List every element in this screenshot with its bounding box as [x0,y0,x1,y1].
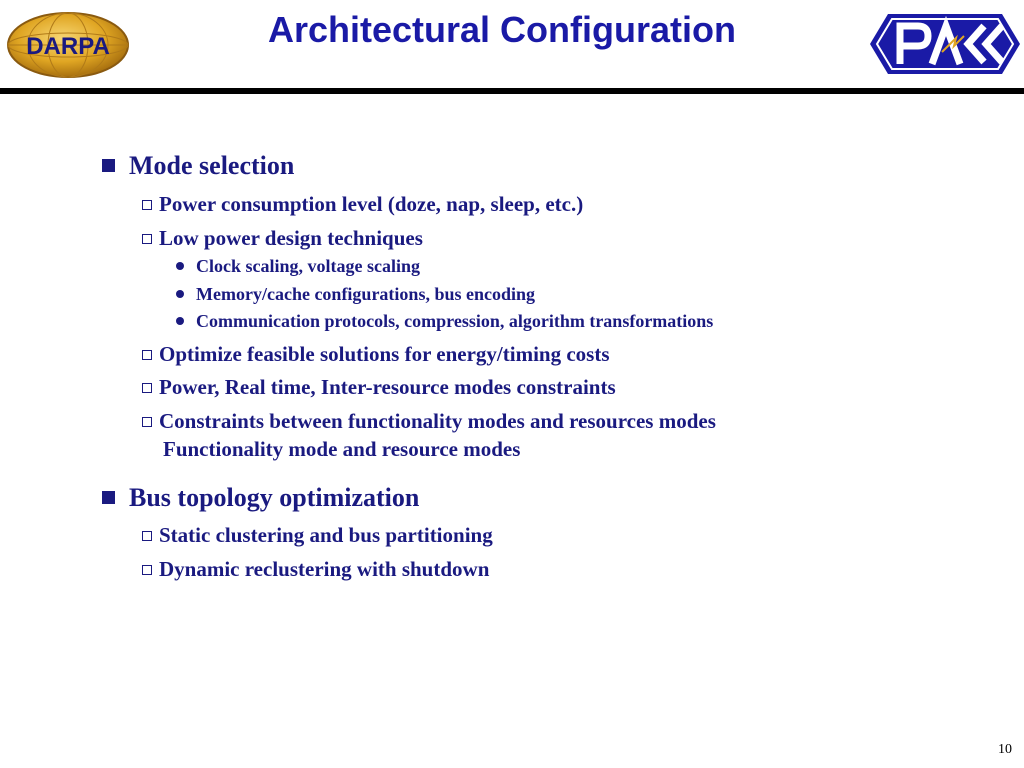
bullet-label: Static clustering and bus partitioning [159,523,493,547]
bullet-label: Communication protocols, compression, algorithm transformations [196,311,714,331]
page-title: Architectural Configuration [267,9,737,50]
bullet-label: Bus topology optimization [129,483,420,512]
bullet-power-real-time [142,373,616,401]
bullet-bus-topology [102,483,419,513]
pacc-logo-text: PACC [870,12,873,13]
bullet-communication-protocols [176,309,713,333]
page-number: 10 [998,742,1012,757]
bullet-label: Dynamic reclustering with shutdown [159,557,490,581]
hollow-square-bullet-icon [142,417,152,427]
bullet-label: Power, Real time, Inter-resource modes constraints [159,375,616,399]
square-bullet-icon [102,491,115,504]
hollow-square-bullet-icon [142,234,152,244]
dot-bullet-icon [176,317,184,325]
bullet-low-power-design [142,224,423,252]
bullet-label: Constraints between functionality modes and resources modes [159,409,716,433]
bullet-constraints-between-modes [142,407,716,463]
bullet-label: Memory/cache configurations, bus encoding [196,284,535,304]
square-bullet-icon [102,159,115,172]
hollow-square-bullet-icon [142,350,152,360]
bullet-clock-scaling [176,254,420,278]
hollow-square-bullet-icon [142,383,152,393]
bullet-label: Mode selection [129,151,295,180]
bullet-continuation: Functionality mode and resource modes [163,437,521,461]
hollow-square-bullet-icon [142,565,152,575]
bullet-label: Clock scaling, voltage scaling [196,256,420,276]
bullet-mode-selection [102,151,294,181]
hollow-square-bullet-icon [142,531,152,541]
darpa-logo-text: DARPA [26,33,110,60]
bullet-static-clustering [142,521,493,549]
bullet-optimize-feasible-solutions [142,340,610,368]
bullet-label: Power consumption level (doze, nap, sleep, etc.) [159,192,584,216]
bullet-memory-cache [176,282,535,306]
bullet-label: Optimize feasible solutions for energy/timing costs [159,342,610,366]
bullet-power-consumption-level [142,190,583,218]
dot-bullet-icon [176,262,184,270]
bullet-dynamic-reclustering [142,555,489,583]
bullet-label: Low power design techniques [159,226,423,250]
hollow-square-bullet-icon [142,200,152,210]
dot-bullet-icon [176,290,184,298]
